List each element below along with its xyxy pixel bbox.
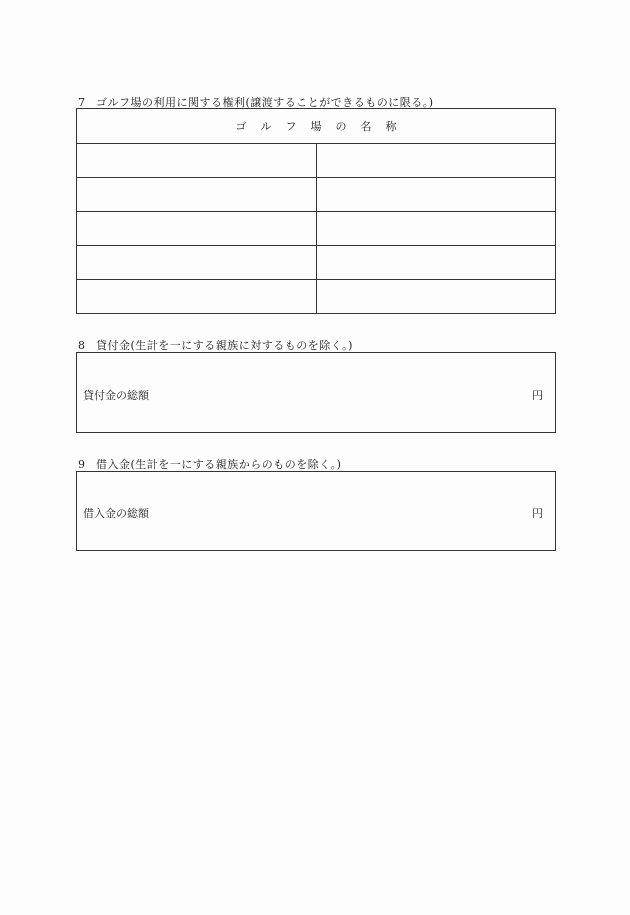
golf-name-cell[interactable]	[77, 144, 317, 178]
golf-course-name-header: ゴルフ場の名称	[77, 109, 556, 144]
table-row	[77, 144, 556, 178]
golf-name-cell[interactable]	[316, 280, 556, 314]
section-9-number: 9	[78, 458, 86, 471]
golf-name-cell[interactable]	[77, 280, 317, 314]
golf-name-cell[interactable]	[316, 178, 556, 212]
section-9-title	[78, 456, 341, 472]
golf-name-cell[interactable]	[77, 178, 317, 212]
table-row	[77, 212, 556, 246]
golf-name-cell[interactable]	[77, 246, 317, 280]
golf-name-cell[interactable]	[316, 246, 556, 280]
section-8-number: 8	[78, 339, 86, 352]
golf-course-table	[76, 108, 556, 314]
table-row	[77, 246, 556, 280]
loan-receivable-total-label: 貸付金の総額	[83, 389, 149, 402]
section-7-number: 7	[78, 96, 86, 109]
table-row	[77, 280, 556, 314]
loan-receivable-yen-unit: 円	[532, 389, 543, 402]
borrowing-total-label: 借入金の総額	[83, 507, 149, 520]
golf-name-cell[interactable]	[316, 212, 556, 246]
borrowing-box[interactable]	[76, 471, 556, 551]
golf-name-cell[interactable]	[77, 212, 317, 246]
table-row	[77, 178, 556, 212]
section-8-title	[78, 337, 353, 353]
section-8-title-text: 貸付金(生計を一にする親族に対するものを除く。)	[96, 339, 353, 352]
borrowing-yen-unit: 円	[532, 507, 543, 520]
loan-receivable-box[interactable]	[76, 352, 556, 433]
section-7-title-text: ゴルフ場の利用に関する権利(譲渡することができるものに限る。)	[96, 96, 434, 109]
section-9-title-text: 借入金(生計を一にする親族からのものを除く。)	[96, 458, 342, 471]
golf-name-cell[interactable]	[316, 144, 556, 178]
